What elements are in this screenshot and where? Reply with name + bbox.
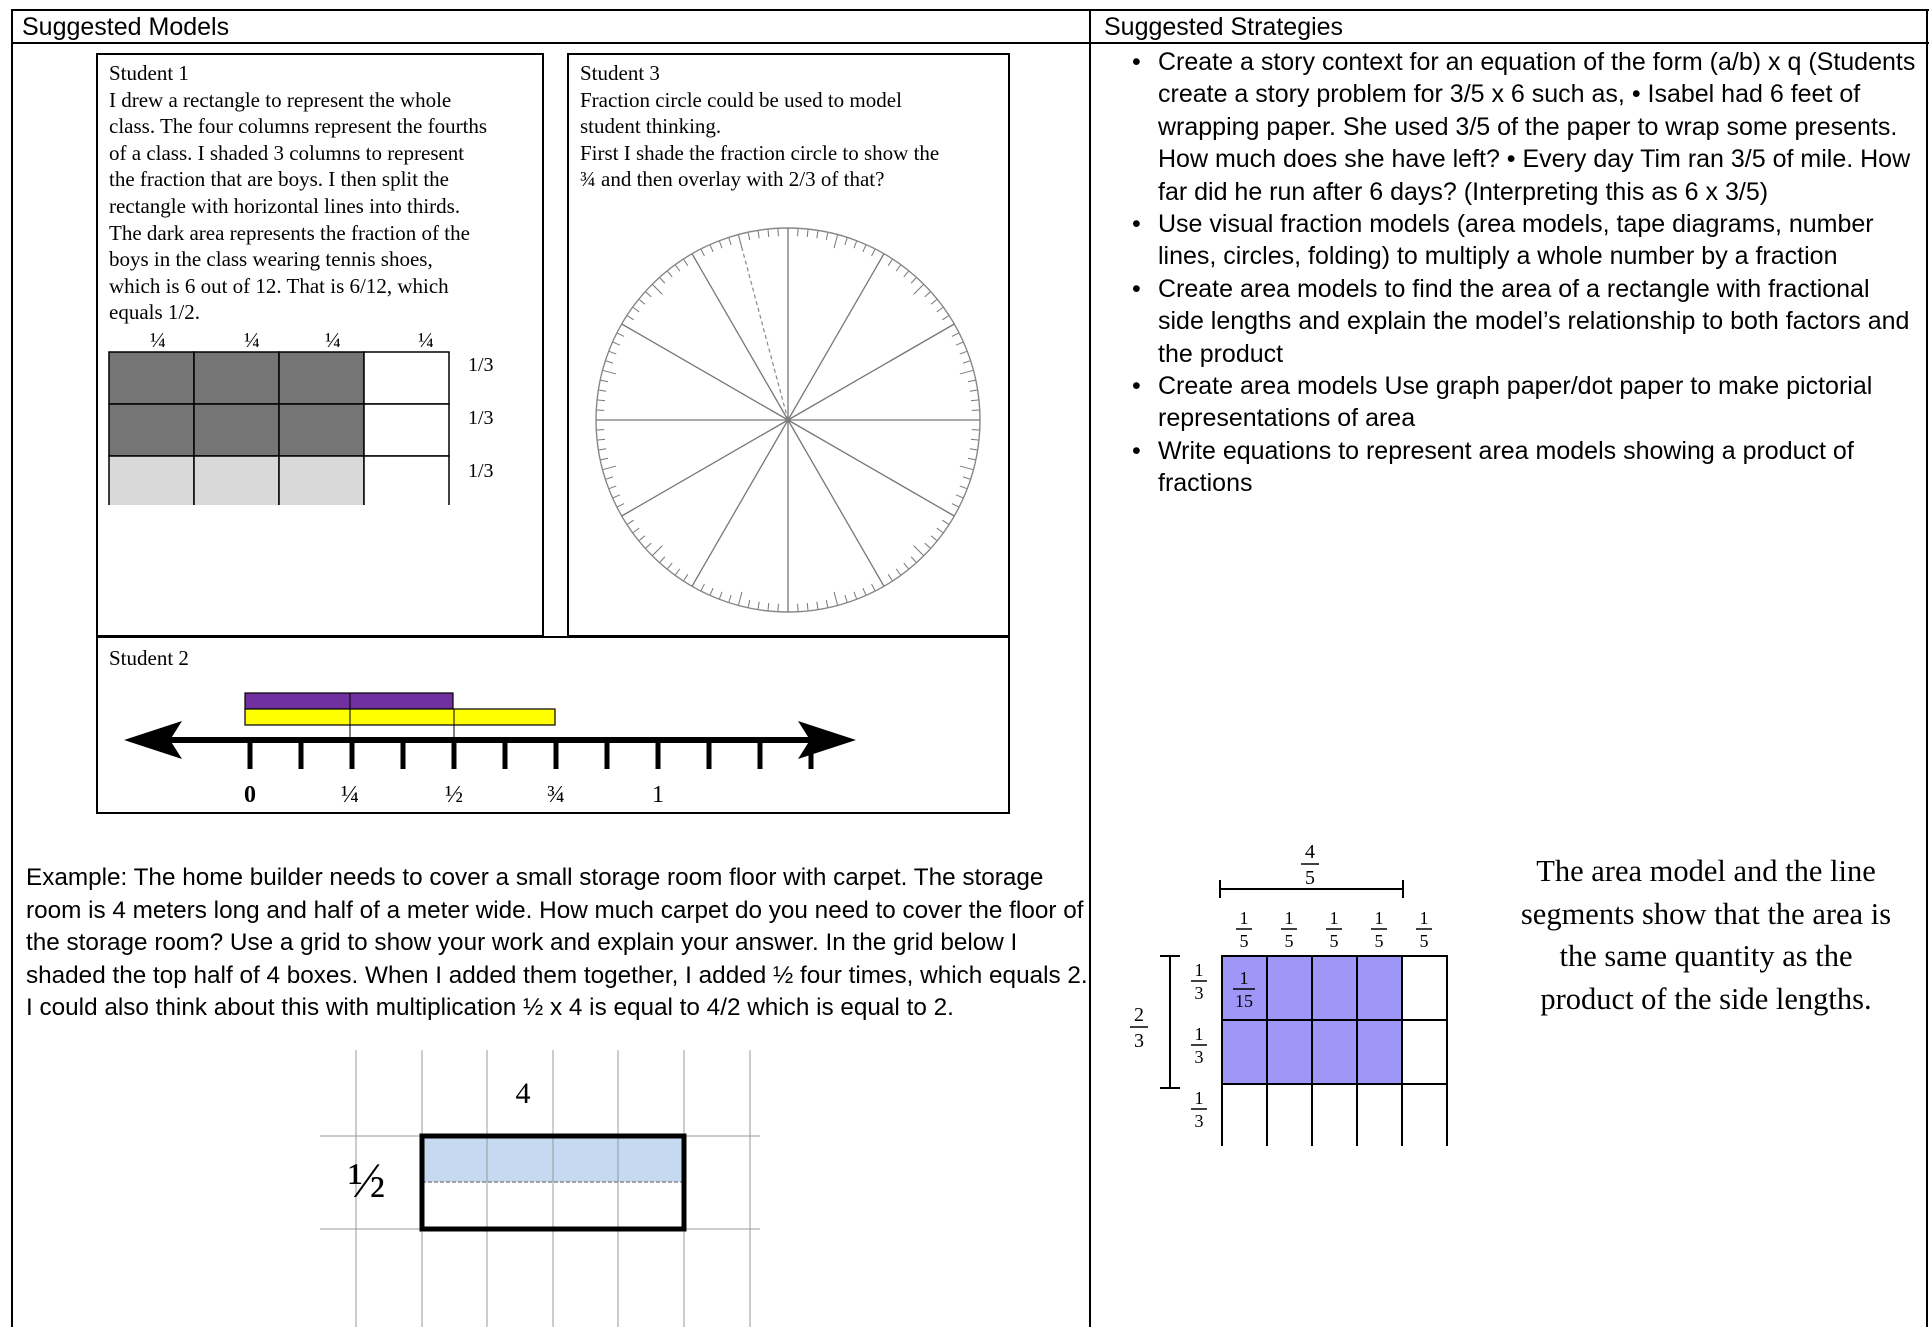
circle-tick — [971, 439, 979, 440]
yellow-bar — [245, 709, 555, 725]
circle-tick — [683, 259, 687, 266]
student1-line: equals 1/2. — [109, 300, 200, 325]
purple-bar — [245, 693, 453, 709]
fraction-denominator: 3 — [1194, 1111, 1204, 1131]
student1-title: Student 1 — [109, 61, 189, 85]
circle-tick — [970, 390, 978, 391]
circle-tick — [925, 292, 931, 297]
circle-tick — [826, 600, 828, 608]
empty-cell — [364, 404, 449, 456]
circle-spoke — [788, 420, 954, 516]
circle-tick — [609, 351, 616, 354]
circle-tick — [738, 592, 742, 606]
circle-tick — [960, 466, 974, 470]
strategy-item: • Use visual fraction models (area models, tape diagrams, number lines, circles, folding) to multiply a whole number by a fraction — [1132, 210, 1874, 271]
circle-tick — [758, 230, 759, 238]
strategy-item: • Create area models to find the area of a rectangle with fractional side lengths and explain the model’s relationship to both factors and the product — [1132, 274, 1910, 368]
fraction-numerator: 1 — [1194, 1088, 1204, 1108]
circle-tick — [845, 237, 847, 245]
number-line-model — [110, 685, 870, 810]
dark-cell — [279, 404, 364, 456]
circle-tick — [748, 600, 750, 608]
fraction-denominator: 3 — [1134, 1030, 1144, 1052]
circle-tick — [817, 230, 818, 238]
empty-cell — [364, 456, 449, 505]
circle-tick — [834, 592, 838, 606]
circle-tick — [600, 380, 608, 382]
table-left-border — [11, 9, 13, 1327]
circle-tick — [931, 299, 937, 304]
dark-cell — [279, 352, 364, 404]
fraction-denominator: 5 — [1419, 931, 1429, 951]
circle-tick — [617, 504, 624, 508]
circle-tick — [872, 249, 876, 256]
circle-tick — [639, 536, 645, 541]
circle-tick — [807, 603, 808, 611]
circle-tick — [748, 232, 750, 240]
header-suggested-models: Suggested Models — [22, 13, 230, 41]
student1-line: the fraction that are boys. I then split the — [109, 167, 449, 192]
fraction-numerator: 1 — [1194, 1024, 1204, 1044]
tick-label: ¼ — [341, 782, 359, 808]
student1-line: rectangle with horizontal lines into thirds. — [109, 193, 461, 218]
circle-tick — [633, 307, 639, 312]
circle-tick — [896, 265, 901, 271]
circle-tick — [971, 400, 979, 401]
circle-tick — [968, 458, 976, 460]
column-label: ¼ — [325, 328, 341, 352]
fraction-numerator: 1 — [1329, 908, 1339, 928]
circle-tick — [710, 588, 713, 595]
student3-title: Student 3 — [580, 61, 660, 85]
empty-area-cell — [1267, 1084, 1312, 1146]
circle-tick — [863, 588, 866, 595]
circle-tick — [963, 477, 971, 479]
bullet-icon: • — [1132, 48, 1141, 76]
fraction-denominator: 3 — [1194, 1047, 1204, 1067]
circle-spoke — [788, 254, 884, 420]
shaded-area-cell — [1267, 1020, 1312, 1084]
empty-area-cell — [1222, 1084, 1267, 1146]
student3-line: Fraction circle could be used to model — [580, 87, 902, 112]
grid-lines — [320, 1050, 760, 1327]
strategy-item: • Write equations to represent area models showing a product of fractions — [1132, 436, 1854, 498]
circle-tick — [956, 342, 963, 345]
table-right-border — [1926, 9, 1928, 1327]
circle-tick — [645, 543, 651, 548]
circle-tick — [660, 557, 665, 563]
grid-side-label: ½ — [348, 1152, 386, 1208]
dark-cell — [194, 404, 279, 456]
circle-tick — [963, 361, 971, 363]
circle-tick — [605, 361, 613, 363]
circle-tick — [845, 595, 847, 603]
circle-tick — [627, 520, 634, 524]
circle-tick — [914, 284, 924, 294]
circle-tick — [914, 546, 924, 556]
circle-tick — [652, 284, 662, 294]
fraction-numerator: 1 — [1194, 960, 1204, 980]
student1-line: of a class. I shaded 3 columns to represent — [109, 140, 465, 165]
circle-tick — [904, 271, 909, 277]
strategies-list — [1130, 46, 1920, 500]
fraction-denominator: 3 — [1194, 983, 1204, 1003]
circle-tick — [896, 569, 901, 575]
fraction-numerator: 1 — [1239, 908, 1249, 928]
circle-tick — [675, 265, 680, 271]
row-fractions — [1191, 960, 1207, 1131]
student2-title: Student 2 — [109, 646, 189, 670]
empty-cell — [364, 352, 449, 404]
circle-tick — [970, 449, 978, 450]
circle-tick — [758, 602, 759, 610]
fraction-grid — [109, 352, 449, 505]
empty-area-cell — [1402, 1084, 1447, 1146]
circle-tick — [729, 595, 731, 603]
circle-tick — [768, 603, 769, 611]
student1-line: class. The four columns represent the fourths — [109, 114, 488, 139]
circle-tick — [834, 235, 838, 249]
light-cell — [279, 456, 364, 505]
student1-line: The dark area represents the fraction of the — [109, 220, 470, 245]
circle-tick — [600, 458, 608, 460]
circle-spoke — [692, 254, 788, 420]
bullet-icon: • — [1132, 274, 1141, 303]
student1-rectangle-model — [96, 325, 536, 505]
circle-spoke — [622, 324, 788, 420]
circle-tick — [872, 584, 876, 591]
circle-tick — [956, 495, 963, 498]
number-line-ticks — [250, 740, 811, 769]
circle-tick — [952, 504, 959, 508]
empty-area-cell — [1402, 956, 1447, 1020]
circle-tick — [627, 315, 634, 319]
fraction-denominator: 15 — [1235, 991, 1253, 1011]
fraction-numerator: 1 — [1284, 908, 1294, 928]
bullet-icon: • — [1132, 436, 1141, 465]
dark-cell — [109, 404, 194, 456]
circle-tick — [613, 495, 620, 498]
fraction-numerator: 1 — [1374, 908, 1384, 928]
circle-tick — [904, 563, 909, 569]
column-divider — [1089, 9, 1091, 1327]
circle-tick — [710, 245, 713, 252]
circle-tick — [719, 241, 722, 248]
circle-tick — [660, 277, 665, 283]
tick-label: 0 — [244, 782, 256, 808]
fraction-numerator: 2 — [1134, 1004, 1144, 1026]
circle-tick — [652, 546, 662, 556]
student3-text — [580, 60, 1005, 193]
dark-cell — [194, 352, 279, 404]
student1-line: boys in the class wearing tennis shoes, — [109, 247, 433, 272]
header-divider — [11, 42, 1929, 44]
shaded-area-cell — [1222, 1020, 1267, 1084]
circle-tick — [605, 477, 613, 479]
fraction-denominator: 5 — [1329, 931, 1339, 951]
example-paragraph: Example: The home builder needs to cover a small storage room floor with carpet. The storage room is 4 meters long and half of a meter wide. How much carpet do you need to cover the floor of the storage room? Use a grid to show your work and explain your answer. In the grid below I shaded the top half of 4 boxes. When I added them together, I added ½ four times, which equals 2. I could also think about this with multiplication ½ x 4 is equal to 4/2 which is equal to 2. — [26, 864, 1088, 1022]
shaded-area-cell — [1312, 1020, 1357, 1084]
grid-top-label: 4 — [515, 1077, 531, 1110]
bullet-icon: • — [1132, 210, 1141, 239]
bullet-icon: • — [1132, 372, 1141, 401]
circle-tick — [667, 271, 672, 277]
circle-tick — [701, 584, 705, 591]
circle-tick — [942, 315, 949, 319]
fraction-numerator: 1 — [1419, 908, 1429, 928]
table-top-border — [11, 9, 1929, 11]
column-fractions — [1236, 908, 1432, 951]
column-label: ¼ — [418, 328, 434, 352]
circle-tick — [675, 569, 680, 575]
light-cell — [194, 456, 279, 505]
student1-text — [109, 60, 539, 326]
light-cell — [109, 456, 194, 505]
circle-tick — [911, 557, 916, 563]
fraction-circle — [583, 220, 993, 620]
circle-tick — [768, 229, 769, 237]
circle-tick — [603, 466, 617, 470]
circle-spoke — [692, 420, 788, 586]
area-cells — [1222, 956, 1447, 1146]
circle-tick — [729, 237, 731, 245]
circle-tick — [701, 249, 705, 256]
circle-tick — [960, 351, 967, 354]
circle-tick — [639, 299, 645, 304]
circle-spoke — [788, 324, 954, 420]
circle-tick — [854, 592, 857, 599]
fraction-numerator: 4 — [1305, 841, 1315, 863]
student3-line: First I shade the fraction circle to show the — [580, 140, 940, 165]
dark-cell — [109, 352, 194, 404]
circle-tick — [645, 292, 651, 297]
circle-tick — [911, 277, 916, 283]
circle-tick — [617, 333, 624, 337]
empty-area-cell — [1402, 1020, 1447, 1084]
fraction-denominator: 5 — [1305, 867, 1315, 889]
fraction-area-model — [1110, 836, 1460, 1146]
student1-line: I drew a rectangle to represent the whole — [109, 87, 452, 112]
circle-tick — [952, 333, 959, 337]
shaded-area-cell — [1312, 956, 1357, 1020]
circle-tick — [597, 439, 605, 440]
shaded-area-cell — [1357, 1020, 1402, 1084]
circle-tick — [807, 229, 808, 237]
fraction-denominator: 5 — [1374, 931, 1384, 951]
circle-tick — [942, 520, 949, 524]
student1-line: which is 6 out of 12. That is 6/12, which — [109, 273, 449, 298]
strategy-item: • Create a story context for an equation of the form (a/b) x q (Students create a story problem for 3/5 x 6 such as, • Isabel had 6 feet of wrapping paper. She used 3/5 of the paper to wrap some presents. How much does she have left? • Every day Tim ran 3/5 of mile. How far did he run after 6 days? (Interpreting this as 6 x 3/5) — [1132, 48, 1916, 206]
fraction-denominator: 5 — [1284, 931, 1294, 951]
circle-spoke — [622, 420, 788, 516]
fraction-denominator: 5 — [1239, 931, 1249, 951]
empty-area-cell — [1357, 1084, 1402, 1146]
column-label: ¼ — [244, 328, 260, 352]
shaded-area-cell — [1357, 956, 1402, 1020]
circle-tick — [960, 370, 974, 374]
circle-tick — [613, 342, 620, 345]
area-model-caption: The area model and the line segments show that the area is the same quantity as the product of the side lengths. — [1520, 854, 1892, 1016]
circle-tick — [888, 574, 892, 581]
tick-label: ¾ — [547, 782, 565, 808]
row-label: 1/3 — [468, 354, 494, 376]
circle-tick — [826, 232, 828, 240]
circle-tick — [597, 400, 605, 401]
circle-tick — [603, 370, 617, 374]
circle-tick — [598, 449, 606, 450]
fraction-numerator: 1 — [1239, 968, 1249, 988]
circle-tick — [683, 574, 687, 581]
circle-tick — [888, 259, 892, 266]
strategy-item: • Create area models Use graph paper/dot paper to make pictorial representations of area — [1132, 372, 1873, 433]
circle-tick — [854, 241, 857, 248]
tick-label: 1 — [652, 782, 664, 808]
circle-tick — [609, 486, 616, 489]
column-label: ¼ — [150, 328, 166, 352]
circle-tick — [960, 486, 967, 489]
circle-tick — [633, 528, 639, 533]
circle-tick — [863, 245, 866, 252]
header-suggested-strategies: Suggested Strategies — [1104, 13, 1344, 41]
empty-area-cell — [1312, 1084, 1357, 1146]
tick-label: ½ — [445, 782, 463, 808]
carpet-grid-model — [320, 1050, 760, 1327]
circle-tick — [925, 543, 931, 548]
row-label: 1/3 — [468, 407, 494, 429]
circle-spoke — [788, 420, 884, 586]
circle-tick — [719, 592, 722, 599]
row-label: 1/3 — [468, 460, 494, 482]
shaded-area-cell — [1267, 956, 1312, 1020]
circle-tick — [968, 380, 976, 382]
student3-line: ¾ and then overlay with 2/3 of that? — [580, 167, 885, 192]
circle-tick — [937, 528, 943, 533]
circle-tick — [817, 602, 818, 610]
circle-tick — [937, 307, 943, 312]
student3-line: student thinking. — [580, 114, 722, 139]
circle-tick — [931, 536, 937, 541]
circle-tick — [598, 390, 606, 391]
circle-dashed-spoke — [738, 235, 788, 420]
circle-tick — [667, 563, 672, 569]
